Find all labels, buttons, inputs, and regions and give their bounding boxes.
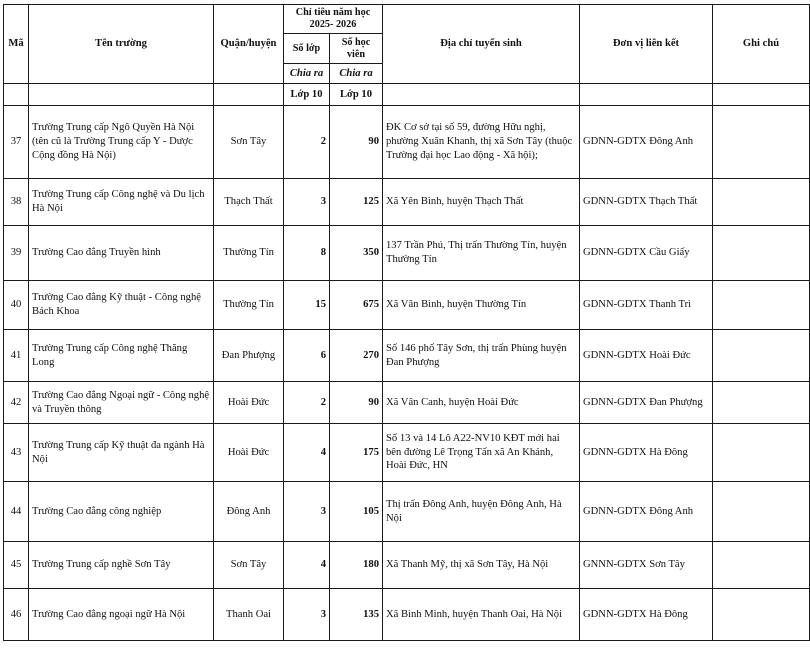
cell-so-lop: 3 <box>284 179 330 226</box>
table-body <box>4 106 810 641</box>
cell-so-hoc-vien: 90 <box>330 382 383 424</box>
cell-don-vi: GDNN-GDTX Hoài Đức <box>580 330 713 382</box>
cell-ten-truong: Trường Cao đẳng ngoại ngữ Hà Nội <box>29 589 214 641</box>
header-ghi-chu: Ghi chú <box>713 5 810 84</box>
header-ten-truong: Tên trường <box>29 5 214 84</box>
table-row <box>4 382 810 424</box>
cell-ghi-chu <box>713 330 810 382</box>
cell-quan-huyen: Hoài Đức <box>214 424 284 482</box>
header-chia-ra-lop: Chia ra <box>284 64 330 84</box>
cell-don-vi: GDNN-GDTX Đông Anh <box>580 106 713 179</box>
table-row <box>4 106 810 179</box>
table-row <box>4 226 810 281</box>
cell-so-lop: 6 <box>284 330 330 382</box>
cell-ghi-chu <box>713 226 810 281</box>
cell-quan-huyen: Sơn Tây <box>214 542 284 589</box>
cell-ma: 38 <box>4 179 29 226</box>
cell-so-hoc-vien: 675 <box>330 281 383 330</box>
cell-so-hoc-vien: 175 <box>330 424 383 482</box>
table-row <box>4 482 810 542</box>
cell-don-vi: GDNN-GDTX Thạch Thất <box>580 179 713 226</box>
cell-dia-chi: Xã Bình Minh, huyện Thanh Oai, Hà Nội <box>383 589 580 641</box>
cell-ten-truong: Trường Cao đẳng công nghiệp <box>29 482 214 542</box>
cell-ten-truong: Trường Cao đẳng Ngoại ngữ - Công nghệ và Truyền thông <box>29 382 214 424</box>
cell-quan-huyen: Đông Anh <box>214 482 284 542</box>
cell-don-vi: GNNN-GDTX Sơn Tây <box>580 542 713 589</box>
cell-ghi-chu <box>713 179 810 226</box>
cell-quan-huyen: Thạch Thất <box>214 179 284 226</box>
cell-so-hoc-vien: 270 <box>330 330 383 382</box>
cell-ghi-chu <box>713 281 810 330</box>
cell-quan-huyen: Thanh Oai <box>214 589 284 641</box>
cell-ma: 37 <box>4 106 29 179</box>
cell-ten-truong: Trường Cao đẳng Truyền hình <box>29 226 214 281</box>
table-row <box>4 589 810 641</box>
cell-so-lop: 15 <box>284 281 330 330</box>
table-row <box>4 542 810 589</box>
table-row <box>4 281 810 330</box>
cell-ghi-chu <box>713 382 810 424</box>
header-don-vi: Đơn vị liên kết <box>580 5 713 84</box>
cell-ma: 46 <box>4 589 29 641</box>
cell-dia-chi: 137 Trần Phú, Thị trấn Thường Tín, huyện Thường Tín <box>383 226 580 281</box>
cell-ghi-chu <box>713 482 810 542</box>
cell-ten-truong: Trường Trung cấp Ngô Quyền Hà Nội (tên cũ là Trường Trung cấp Y - Dược Cộng đồng Hà Nội) <box>29 106 214 179</box>
table-row <box>4 330 810 382</box>
cell-dia-chi: Số 13 và 14 Lô A22-NV10 KĐT mới hai bên đường Lê Trọng Tấn xã An Khánh, Hoài Đức, HN <box>383 424 580 482</box>
cell-so-hoc-vien: 105 <box>330 482 383 542</box>
header-dia-chi: Địa chỉ tuyển sinh <box>383 5 580 84</box>
cell-so-hoc-vien: 180 <box>330 542 383 589</box>
cell-quan-huyen: Thường Tín <box>214 226 284 281</box>
cell-quan-huyen: Thường Tín <box>214 281 284 330</box>
cell-dia-chi: ĐK Cơ sở tại số 59, đường Hữu nghị, phường Xuân Khanh, thị xã Sơn Tây (thuộc Trường đại học Lao động - Xã hội); <box>383 106 580 179</box>
header-lop10-lop: Lớp 10 <box>284 84 330 106</box>
cell-ghi-chu <box>713 106 810 179</box>
cell-ten-truong: Trường Trung cấp Công nghệ và Du lịch Hà Nội <box>29 179 214 226</box>
cell-don-vi: GDNN-GDTX Đan Phượng <box>580 382 713 424</box>
cell-ghi-chu <box>713 589 810 641</box>
cell-so-lop: 3 <box>284 589 330 641</box>
cell-so-lop: 2 <box>284 382 330 424</box>
cell-quan-huyen: Đan Phượng <box>214 330 284 382</box>
cell-dia-chi: Xã Thanh Mỹ, thị xã Sơn Tây, Hà Nội <box>383 542 580 589</box>
cell-so-hoc-vien: 125 <box>330 179 383 226</box>
cell-ma: 45 <box>4 542 29 589</box>
cell-quan-huyen: Hoài Đức <box>214 382 284 424</box>
cell-so-lop: 4 <box>284 424 330 482</box>
cell-so-lop: 4 <box>284 542 330 589</box>
header-chi-tieu: Chỉ tiêu năm học 2025- 2026 <box>284 5 383 34</box>
cell-so-hoc-vien: 90 <box>330 106 383 179</box>
cell-so-lop: 2 <box>284 106 330 179</box>
cell-ma: 43 <box>4 424 29 482</box>
cell-don-vi: GDNN-GDTX Hà Đông <box>580 589 713 641</box>
cell-dia-chi: Thị trấn Đông Anh, huyện Đông Anh, Hà Nội <box>383 482 580 542</box>
cell-so-hoc-vien: 135 <box>330 589 383 641</box>
cell-ma: 42 <box>4 382 29 424</box>
header-so-lop: Số lớp <box>284 34 330 64</box>
cell-so-lop: 3 <box>284 482 330 542</box>
table-header <box>4 5 810 106</box>
enrollment-table <box>3 4 810 641</box>
header-chia-ra-hv: Chia ra <box>330 64 383 84</box>
cell-so-hoc-vien: 350 <box>330 226 383 281</box>
table-row <box>4 424 810 482</box>
cell-ten-truong: Trường Cao đẳng Kỹ thuật - Công nghệ Bách Khoa <box>29 281 214 330</box>
header-quan-huyen: Quận/huyện <box>214 5 284 84</box>
table-row <box>4 179 810 226</box>
cell-dia-chi: Số 146 phố Tây Sơn, thị trấn Phùng huyện Đan Phượng <box>383 330 580 382</box>
cell-don-vi: GDNN-GDTX Đông Anh <box>580 482 713 542</box>
cell-ghi-chu <box>713 542 810 589</box>
cell-ma: 41 <box>4 330 29 382</box>
header-so-hoc-vien: Số học viên <box>330 34 383 64</box>
cell-ten-truong: Trường Trung cấp nghề Sơn Tây <box>29 542 214 589</box>
cell-dia-chi: Xã Văn Bình, huyện Thường Tín <box>383 281 580 330</box>
cell-don-vi: GDNN-GDTX Thanh Trì <box>580 281 713 330</box>
header-ma: Mã <box>4 5 29 84</box>
cell-ten-truong: Trường Trung cấp Công nghệ Thăng Long <box>29 330 214 382</box>
cell-ghi-chu <box>713 424 810 482</box>
header-lop10-hv: Lớp 10 <box>330 84 383 106</box>
cell-ma: 44 <box>4 482 29 542</box>
cell-dia-chi: Xã Vân Canh, huyện Hoài Đức <box>383 382 580 424</box>
cell-quan-huyen: Sơn Tây <box>214 106 284 179</box>
cell-don-vi: GDNN-GDTX Hà Đông <box>580 424 713 482</box>
cell-dia-chi: Xã Yên Bình, huyện Thạch Thất <box>383 179 580 226</box>
cell-ma: 40 <box>4 281 29 330</box>
cell-don-vi: GDNN-GDTX Cầu Giấy <box>580 226 713 281</box>
cell-so-lop: 8 <box>284 226 330 281</box>
cell-ten-truong: Trường Trung cấp Kỹ thuật đa ngành Hà Nội <box>29 424 214 482</box>
cell-ma: 39 <box>4 226 29 281</box>
